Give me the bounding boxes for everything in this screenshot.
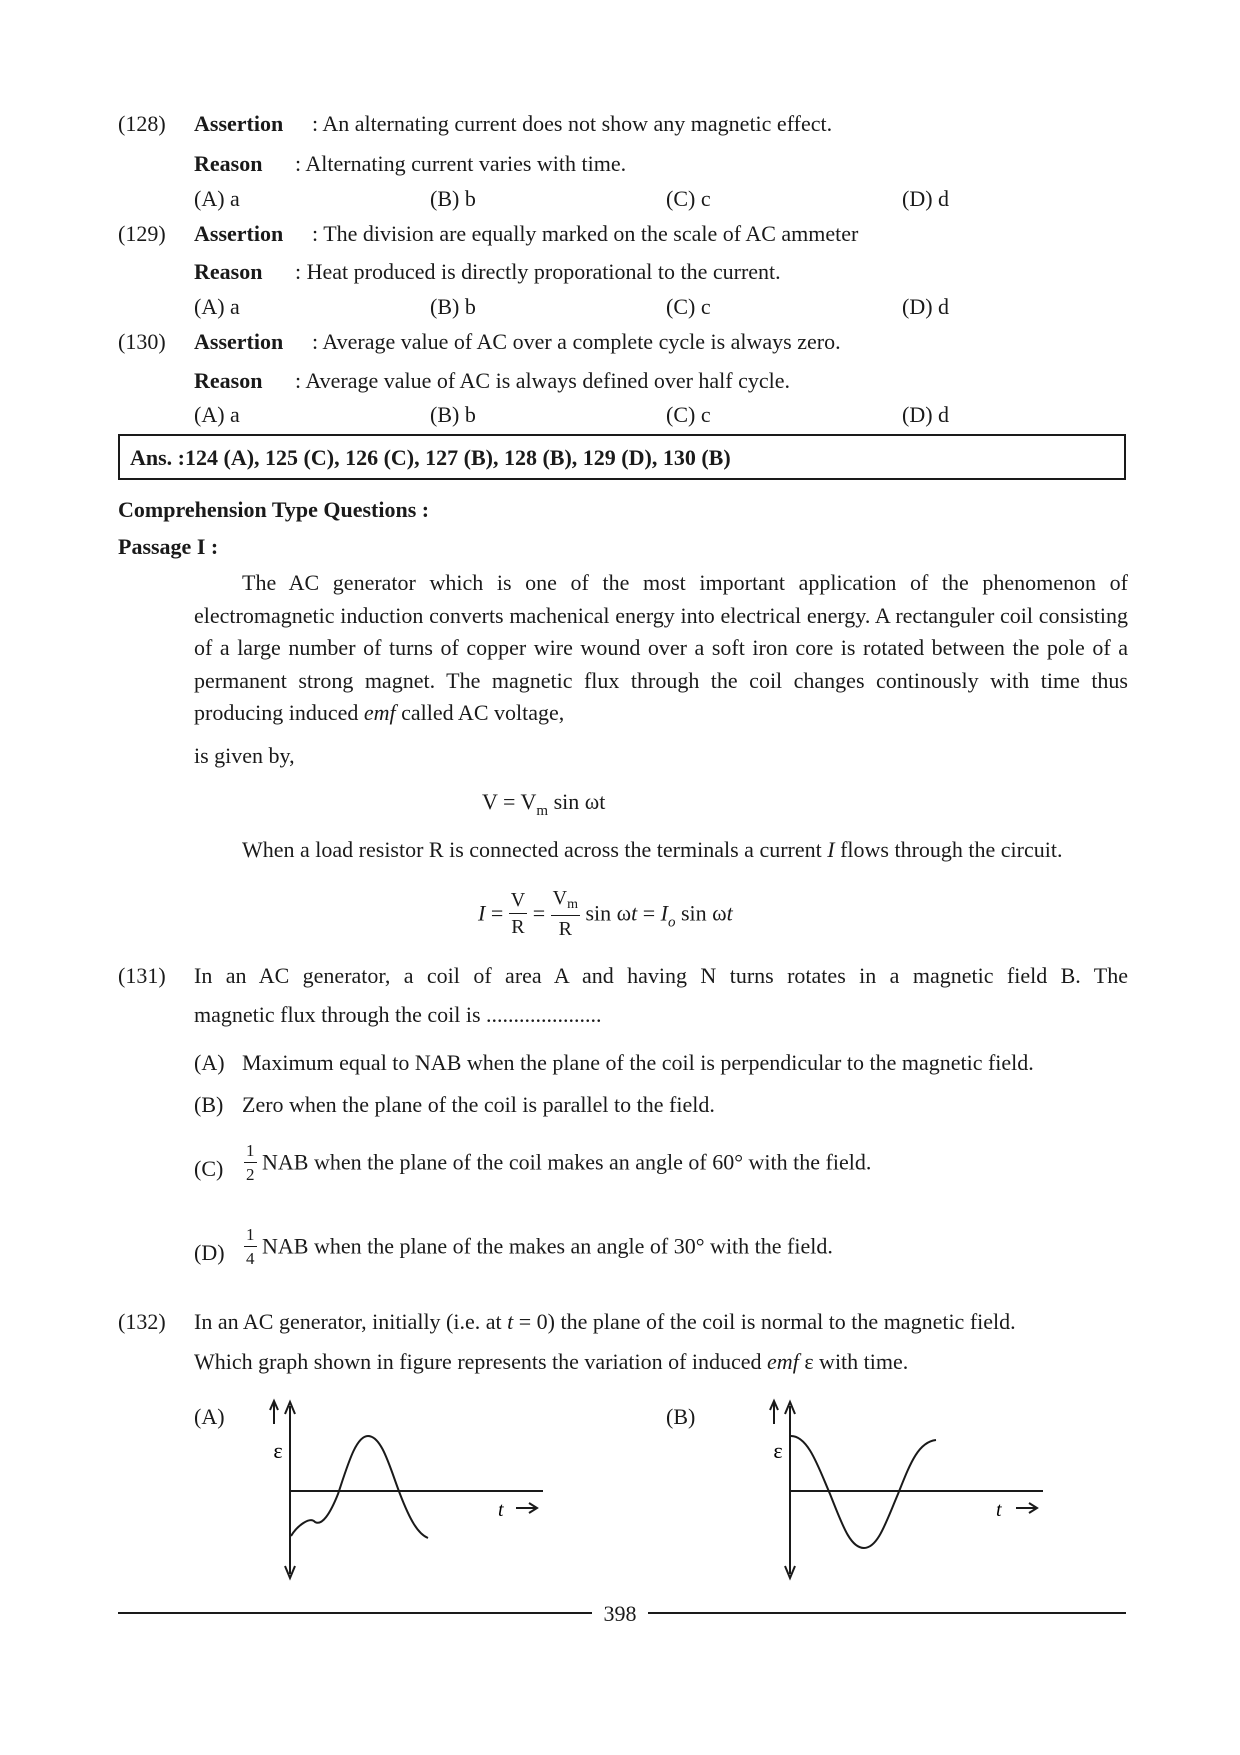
q130-assertion-label: Assertion	[194, 329, 284, 354]
q128-option-b: (B) b	[430, 186, 476, 211]
eq2-sin-1: sin ω	[585, 900, 632, 926]
eq2-f1-num: V	[509, 890, 527, 914]
q128-reason-text: : Alternating current varies with time.	[295, 151, 627, 176]
passage-text-end: called AC voltage,	[395, 700, 565, 725]
q128-assertion-text: : An alternating current does not show any magnetic effect.	[312, 111, 833, 136]
q131-line-1: In an AC generator, a coil of area A and having N turns rotates in a magnetic field B. The	[194, 963, 1128, 988]
q131-option-d-label: (D)	[194, 1240, 225, 1265]
eq1-right: sin ωt	[548, 789, 606, 814]
eq1-left: V = V	[482, 789, 537, 814]
eq2-f1-den: R	[511, 916, 525, 938]
q132-line-2-b: ε with time.	[798, 1349, 909, 1374]
eq1-sub: m	[536, 803, 549, 819]
q129-option-b: (B) b	[430, 294, 476, 319]
q131-option-c	[244, 1142, 871, 1183]
q131-option-d-fraction	[244, 1226, 257, 1267]
q132-line-2-emf: emf	[767, 1349, 799, 1374]
answer-key: Ans. :124 (A), 125 (C), 126 (C), 127 (B), 128 (B), 129 (D), 130 (B)	[130, 445, 731, 470]
footer-rule-left	[118, 1612, 592, 1614]
q129-option-d: (D) d	[902, 294, 950, 319]
q130-option-d: (D) d	[902, 402, 950, 427]
graph-a-label: (A)	[194, 1404, 225, 1429]
q131-option-c-text: NAB when the plane of the coil makes an angle of 60° with the field.	[262, 1149, 872, 1175]
q130-number: (130)	[118, 329, 166, 354]
eq2-fraction-1	[509, 890, 527, 937]
q132-line-1-b: = 0) the plane of the coil is normal to the magnetic field.	[513, 1309, 1016, 1334]
q131-option-d-text: NAB when the plane of the makes an angle of 30° with the field.	[262, 1233, 833, 1259]
page-number: 398	[603, 1601, 637, 1626]
section-heading: Comprehension Type Questions :	[118, 497, 430, 522]
q130-option-a: (A) a	[194, 402, 240, 427]
q129-number: (129)	[118, 221, 166, 246]
q131-option-b-label: (B)	[194, 1092, 224, 1117]
q128-number: (128)	[118, 111, 166, 136]
eq2-t-1: t	[631, 900, 638, 926]
q131-option-c-fraction	[244, 1142, 257, 1183]
q130-reason-text: : Average value of AC is always defined over half cycle.	[295, 368, 791, 393]
graph-a-y-label: ε	[273, 1438, 283, 1463]
para2-current-symbol: I	[827, 837, 835, 862]
q131-line-2: magnetic flux through the coil is .....................	[194, 1002, 602, 1027]
passage-paragraph-1	[194, 567, 1128, 730]
q132-line-1-a: In an AC generator, initially (i.e. at	[194, 1309, 508, 1334]
graph-b	[760, 1396, 1050, 1582]
q131-option-b-text: Zero when the plane of the coil is parallel to the field.	[242, 1092, 715, 1117]
q132-line-2	[194, 1348, 908, 1376]
graph-b-y-label: ε	[773, 1438, 783, 1463]
q129-option-c: (C) c	[666, 294, 711, 319]
eq2-f2-num-sub: m	[567, 897, 578, 912]
q131-option-d	[244, 1226, 833, 1267]
q131-option-a-text: Maximum equal to NAB when the plane of the coil is perpendicular to the magnetic field.	[242, 1050, 1034, 1075]
q131-option-d-num: 1	[244, 1226, 257, 1247]
q132-line-1	[194, 1308, 1016, 1336]
eq2-f2-num	[551, 888, 580, 916]
eq2-sin-2: sin ω	[675, 900, 727, 926]
q128-reason-label: Reason	[194, 151, 263, 176]
equation-voltage	[482, 788, 605, 821]
q130-assertion-text: : Average value of AC over a complete cycle is always zero.	[312, 329, 841, 354]
q129-assertion-label: Assertion	[194, 221, 284, 246]
q129-reason-text: : Heat produced is directly proporational to the current.	[295, 259, 781, 284]
graph-a	[260, 1396, 550, 1582]
para2-text-a: When a load resistor R is connected across the terminals a current	[242, 837, 828, 862]
graph-a-curve	[291, 1436, 428, 1538]
eq2-f2-num-v: V	[552, 887, 568, 909]
q130-option-c: (C) c	[666, 402, 711, 427]
footer-rule-right	[648, 1612, 1126, 1614]
q131-number: (131)	[118, 963, 166, 988]
q129-option-a: (A) a	[194, 294, 240, 319]
q132-line-2-a: Which graph shown in figure represents the variation of induced	[194, 1349, 768, 1374]
passage-heading: Passage I :	[118, 534, 219, 559]
eq2-f2-den: R	[558, 918, 572, 940]
q128-option-a: (A) a	[194, 186, 240, 211]
passage-paragraph-2	[242, 836, 1062, 864]
passage-text: The AC generator which is one of the most important application of the phenomenon of electromagnetic induction converts machenical energy into electrical energy. A rectanguler coil consisting of a large number of turns of copper wire wound over a soft iron core is rotated between the pole of a permanent strong magnet. The magnetic flux through the coil changes continously with time thus producing induced	[194, 570, 1128, 725]
graph-a-x-label: t	[498, 1499, 504, 1521]
passage-emf: emf	[363, 700, 396, 725]
q131-option-c-den: 2	[246, 1165, 255, 1184]
q128-option-d: (D) d	[902, 186, 950, 211]
eq2-equals-2: =	[532, 900, 546, 926]
eq2-fraction-2	[551, 888, 580, 939]
q132-number: (132)	[118, 1309, 166, 1334]
graph-b-label: (B)	[666, 1404, 696, 1429]
q132-line-1-t: t	[507, 1309, 514, 1334]
para2-text-b: flows through the circuit.	[834, 837, 1063, 862]
eq2-lhs: I	[478, 900, 486, 926]
q131-option-c-label: (C)	[194, 1156, 224, 1181]
q128-assertion-label: Assertion	[194, 111, 284, 136]
passage-given-by: is given by,	[194, 743, 295, 768]
q128-option-c: (C) c	[666, 186, 711, 211]
q131-option-c-num: 1	[244, 1142, 257, 1163]
eq2-io-sub: o	[668, 914, 676, 931]
eq2-equals-1: =	[490, 900, 504, 926]
q130-reason-label: Reason	[194, 368, 263, 393]
q129-assertion-text: : The division are equally marked on the scale of AC ammeter	[312, 221, 859, 246]
eq2-io: I	[660, 900, 668, 926]
eq2-equals-3: =	[642, 900, 661, 926]
q131-option-a-label: (A)	[194, 1050, 225, 1075]
eq2-t-2: t	[726, 900, 733, 926]
q129-reason-label: Reason	[194, 259, 263, 284]
q130-option-b: (B) b	[430, 402, 476, 427]
q131-option-d-den: 4	[246, 1249, 255, 1268]
graph-b-x-label: t	[996, 1499, 1002, 1521]
equation-current	[478, 888, 733, 939]
